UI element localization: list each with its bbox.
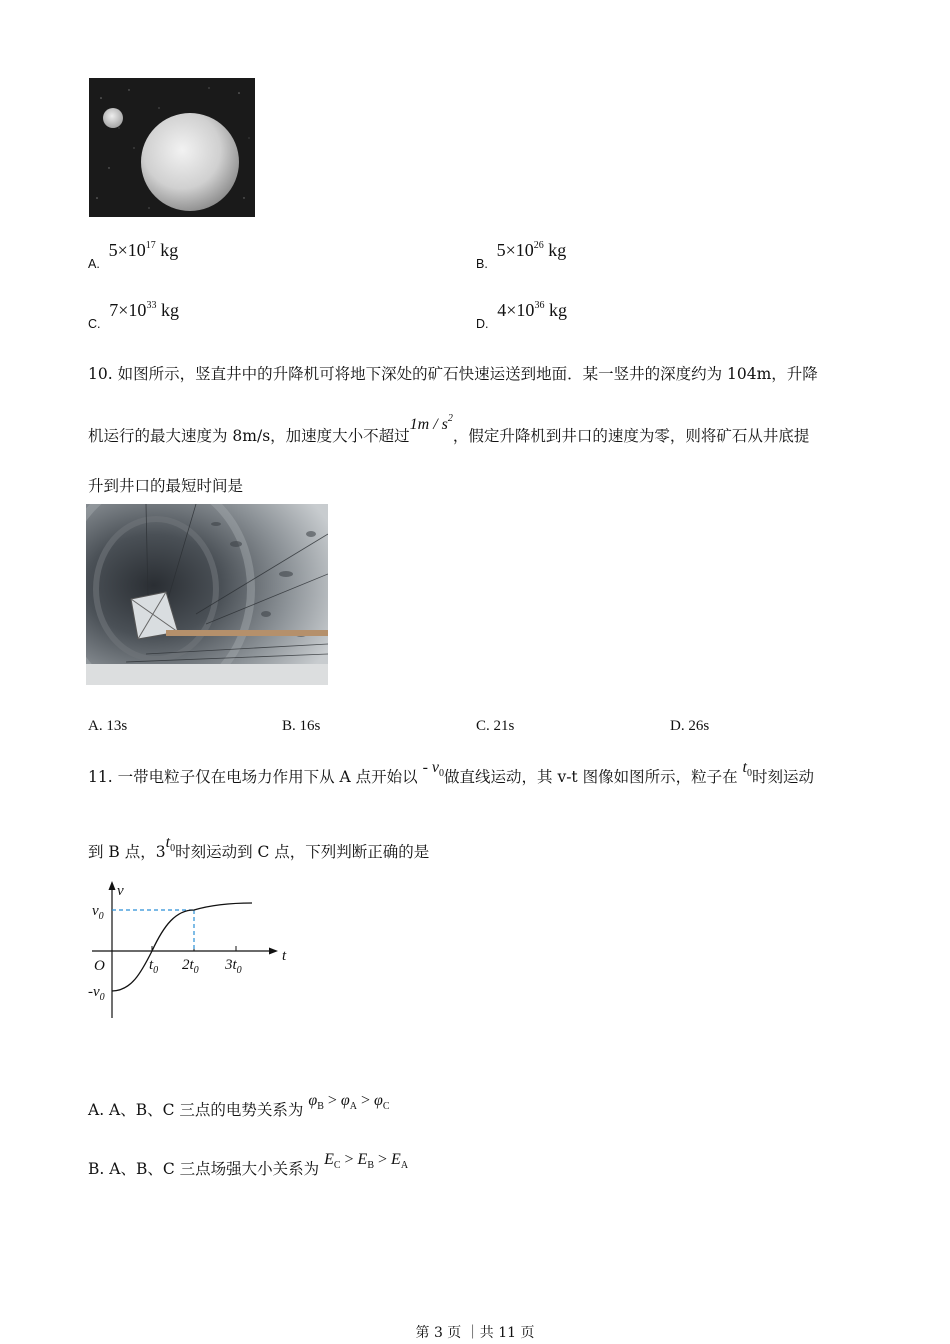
page-footer: 第 3 页 ｜共 11 页 [415, 1325, 535, 1341]
axis-t-label: t [282, 948, 287, 964]
time-3t0: $t_0$ [165, 834, 176, 855]
q10-option-a[interactable]: A. 13s [88, 718, 128, 734]
q11-option-b[interactable]: B. A、B、C 三点场强大小关系为 $E_C > E_B > E_A$ [88, 1151, 409, 1178]
planet-moon-photo [89, 78, 255, 217]
option-value: $4\times 10^{36}$ kg [497, 300, 567, 320]
q10-option-b[interactable]: B. 16s [282, 718, 321, 734]
q9-option-a[interactable] [88, 240, 179, 271]
q11-stem-line2: 到 B 点，$3t_0$时刻运动到 C 点，下列判断正确的是 [88, 834, 430, 861]
v0-label: $v_0$ [92, 903, 104, 922]
option-value: $7\times 10^{33}$ kg [109, 300, 179, 320]
axis-v-label: v [117, 883, 124, 899]
vt-graph [86, 878, 296, 1023]
q9-option-c[interactable] [88, 300, 179, 331]
tick-2t0-label: $2t_0$ [182, 957, 199, 976]
tick-t0-label: $t_0$ [149, 957, 159, 976]
option-value: $5\times 10^{17}$ kg [108, 240, 179, 260]
q9-option-d[interactable] [476, 300, 567, 331]
field-strength-relation: $E_C > E_B > E_A$ [324, 1151, 409, 1172]
tick-3t0-label: $3t_0$ [225, 957, 242, 976]
neg-v0-label: $-v_0$ [88, 984, 105, 1003]
potential-relation: $\varphi_B > \varphi_A > \varphi_C$ [308, 1092, 390, 1113]
q11-option-a[interactable]: A. A、B、C 三点的电势关系为 $\varphi_B > \varphi_A > \varphi_C$ [88, 1092, 390, 1119]
q9-option-b[interactable] [476, 240, 567, 271]
origin-label: O [94, 958, 105, 974]
option-label: B. [476, 257, 488, 271]
accel-limit: $1m / s^2$ [409, 413, 453, 433]
option-label: D. [476, 317, 489, 331]
option-label: C. [88, 317, 101, 331]
q11-stem-line1: 11. 一带电粒子仅在电场力作用下从 A 点开始以 - $v_0$做直线运动，其 v-t 图像如图所示，粒子在 $t_0$时刻运动 [88, 759, 814, 786]
q10-stem-line1: 10. 如图所示，竖直井中的升降机可将地下深处的矿石快速运送到地面．某一竖井的深度约为 104m，升降 [88, 365, 818, 383]
q10-stem-line3: 升到井口的最短时间是 [88, 477, 244, 495]
q10-option-c[interactable]: C. 21s [476, 718, 515, 734]
initial-velocity: - $v_0$ [422, 759, 445, 780]
mine-shaft-photo [86, 504, 328, 685]
time-t0: $t_0$ [742, 759, 752, 780]
option-value: $5\times 10^{26}$ kg [496, 240, 567, 260]
q10-option-d[interactable]: D. 26s [670, 718, 710, 734]
option-label: A. [88, 257, 100, 271]
q10-stem-line2: 机运行的最大速度为 8m/s，加速度大小不超过$1m / s^2$，假定升降机到井口的速度为零，则将矿石从井底提 [88, 413, 810, 445]
